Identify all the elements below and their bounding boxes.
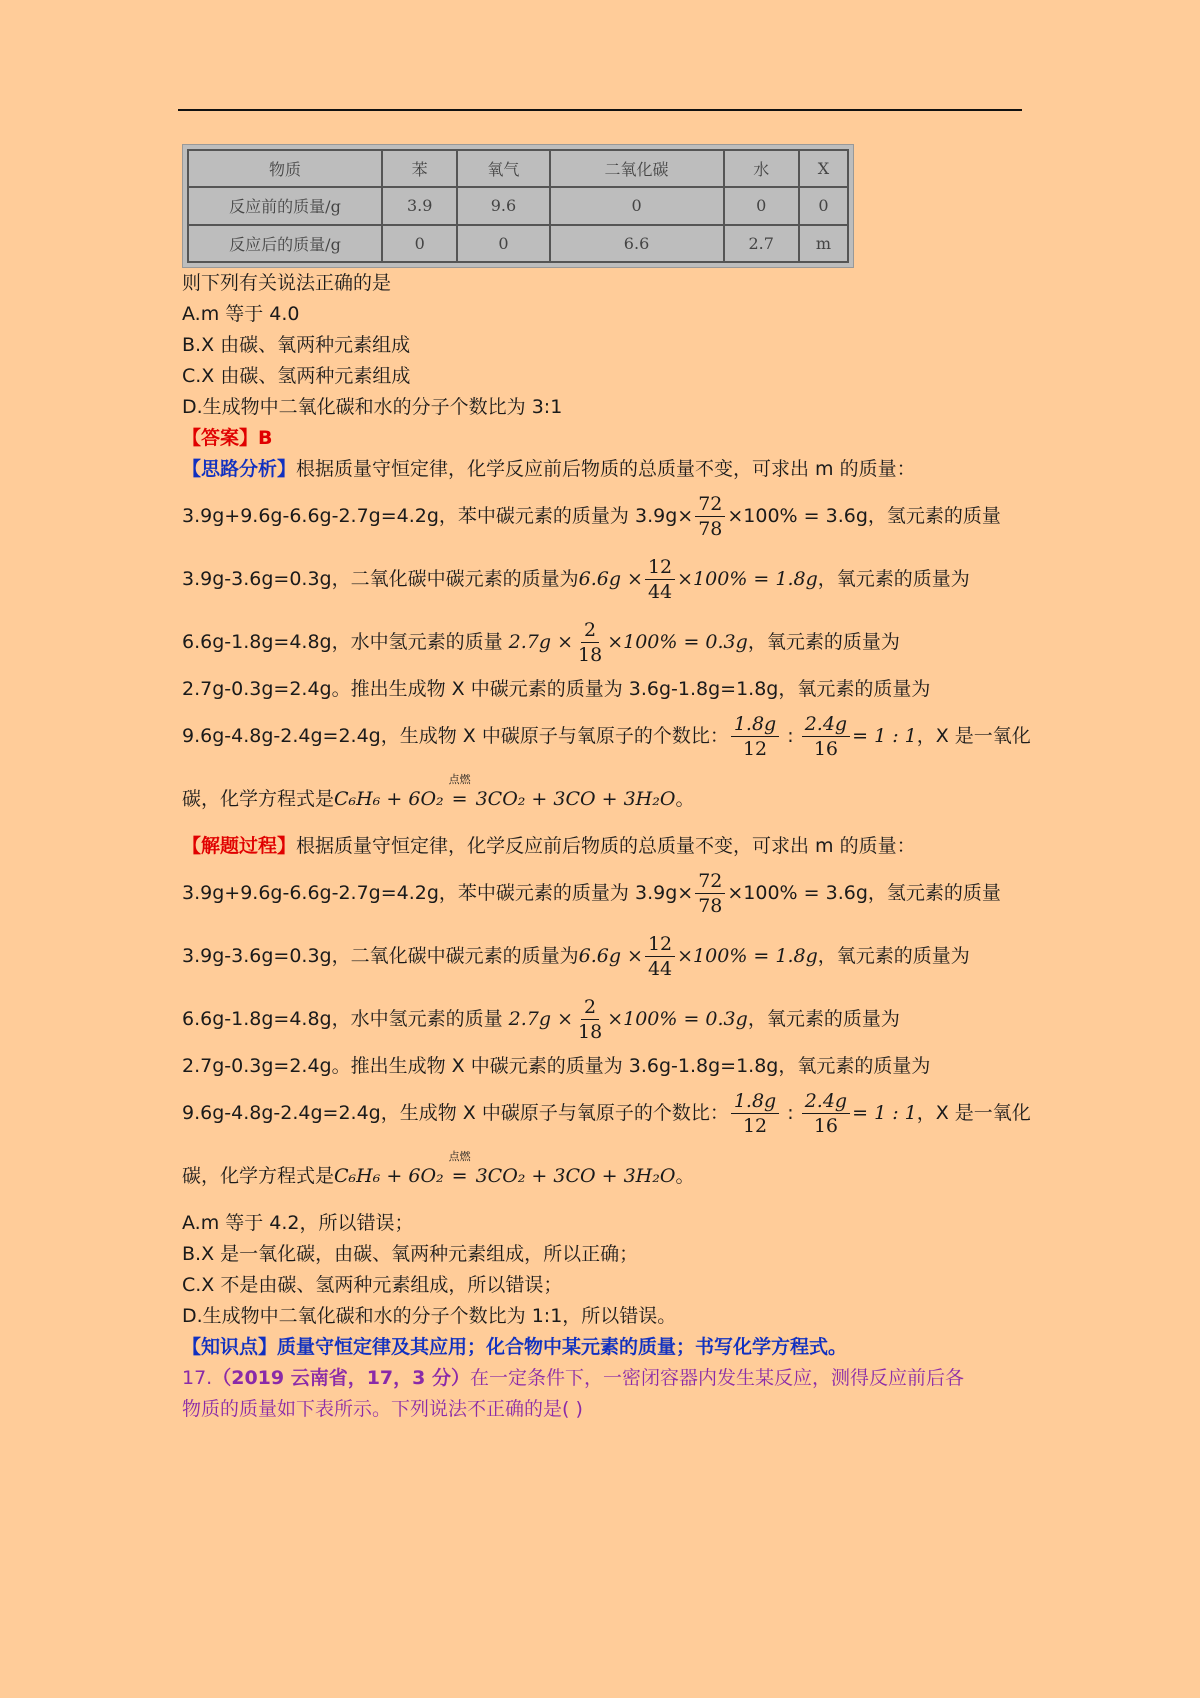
calc-text: 9.6g-4.8g-2.4g=2.4g，生成物 X 中碳原子与氧原子的个数比： xyxy=(182,725,729,747)
calc-line-1 xyxy=(182,485,1020,548)
table-cell: 0 xyxy=(550,187,724,224)
option-b: B.X 由碳、氧两种元素组成 xyxy=(182,334,411,356)
fraction-denominator: 12 xyxy=(742,1115,768,1137)
table-cell: 苯 xyxy=(382,150,457,187)
answer-label: 【答案】 xyxy=(182,427,259,449)
solution-option-c: C.X 不是由碳、氢两种元素组成，所以错误； xyxy=(182,1274,563,1296)
scanned-table-image xyxy=(182,144,854,268)
calc-text: 3.9g-3.6g=0.3g，二氧化碳中碳元素的质量为 xyxy=(182,945,579,967)
answer-line xyxy=(182,423,1020,454)
table-cell: 反应后的质量/g xyxy=(188,225,382,262)
header-rule xyxy=(178,109,1022,111)
table-cell: 氧气 xyxy=(457,150,549,187)
table-cell: 0 xyxy=(382,225,457,262)
calc-text: ，氧元素的质量为 xyxy=(817,568,970,590)
question-text: 在一定条件下，一密闭容器内发生某反应，测得反应前后各 xyxy=(470,1367,965,1389)
solution-option-b: B.X 是一氧化碳，由碳、氧两种元素组成，所以正确； xyxy=(182,1243,639,1265)
table-cell: m xyxy=(799,225,848,262)
calc-line-4: 2.7g-0.3g=2.4g。推出生成物 X 中碳元素的质量为 3.6g-1.8g=1.8g，氧元素的质量为 xyxy=(182,678,931,700)
table-row xyxy=(188,225,848,262)
question-source: （2019 云南省，17，3 分） xyxy=(212,1367,470,1389)
calc-text: ，X 是一氧化 xyxy=(916,1102,1031,1124)
calc-math: ×100% = 1.8g xyxy=(677,568,818,590)
fraction xyxy=(695,492,725,541)
table-row xyxy=(188,187,848,224)
calc-text: ×100% = 3.6g，氢元素的质量 xyxy=(727,505,1001,527)
solution-lead xyxy=(182,831,1020,862)
reaction-condition: 点燃 xyxy=(448,773,471,786)
next-question xyxy=(182,1363,1020,1425)
solution-lead-text: 根据质量守恒定律，化学反应前后物质的总质量不变，可求出 m 的质量： xyxy=(296,835,916,857)
fraction-denominator: 44 xyxy=(647,958,673,980)
table-cell: 二氧化碳 xyxy=(550,150,724,187)
calc-text: 9.6g-4.8g-2.4g=2.4g，生成物 X 中碳原子与氧原子的个数比： xyxy=(182,1102,729,1124)
question-stem: 则下列有关说法正确的是 xyxy=(182,272,392,294)
table-cell: 2.7 xyxy=(724,225,799,262)
table-cell: 物质 xyxy=(188,150,382,187)
equation-right: 3CO₂ + 3CO + 3H₂O xyxy=(475,1165,676,1187)
calc-math: 6.6g × xyxy=(578,945,643,967)
calc-text: ，氧元素的质量为 xyxy=(747,1008,900,1030)
equation-line xyxy=(182,768,1020,831)
calc-line-3 xyxy=(182,988,1020,1051)
equation-line xyxy=(182,1145,1020,1208)
calc-text: 6.6g-1.8g=4.8g，水中氢元素的质量 xyxy=(182,631,503,653)
calc-math: 6.6g × xyxy=(578,568,643,590)
option-c: C.X 由碳、氢两种元素组成 xyxy=(182,365,411,387)
table-cell: 0 xyxy=(724,187,799,224)
calc-math: = 1 : 1 xyxy=(852,1102,917,1124)
fraction-numerator: 2.4g xyxy=(802,712,850,737)
table-cell: 反应前的质量/g xyxy=(188,187,382,224)
equals-sign: 点燃 = xyxy=(444,1145,476,1208)
solution-option-a: A.m 等于 4.2，所以错误； xyxy=(182,1212,414,1234)
fraction-numerator: 1.8g xyxy=(731,712,779,737)
table-cell: 0 xyxy=(799,187,848,224)
equation-left: C₆H₆ + 6O₂ xyxy=(334,788,444,810)
fraction-numerator: 72 xyxy=(695,492,725,517)
calc-text: 碳，化学方程式是 xyxy=(182,788,335,810)
calc-line-3 xyxy=(182,611,1020,674)
analysis-block xyxy=(182,454,1031,831)
equation-left: C₆H₆ + 6O₂ xyxy=(334,1165,444,1187)
calc-math: ×100% = 0.3g xyxy=(607,631,748,653)
reaction-condition: 点燃 xyxy=(448,1150,471,1163)
fraction xyxy=(645,932,675,981)
calc-math: ×100% = 1.8g xyxy=(677,945,818,967)
calc-line-1 xyxy=(182,862,1020,925)
fraction-numerator: 72 xyxy=(695,869,725,894)
calc-text: ，X 是一氧化 xyxy=(916,725,1031,747)
solution-option-d: D.生成物中二氧化碳和水的分子个数比为 1:1，所以错误。 xyxy=(182,1305,677,1327)
fraction-numerator: 12 xyxy=(645,555,675,580)
table-cell: X xyxy=(799,150,848,187)
calc-math: 2.7g × xyxy=(508,1008,573,1030)
fraction xyxy=(575,618,605,667)
fraction-denominator: 12 xyxy=(742,738,768,760)
fraction-numerator: 1.8g xyxy=(731,1089,779,1114)
calc-line-5: 9.6g-4.8g-2.4g=2.4g，生成物 X 中碳原子与氧原子的个数比： $\frac{1.8g}{12}$ : $\frac{2.4g}{16}$ = 1 : 1，X 是一氧化 xyxy=(182,713,1031,760)
option-d: D.生成物中二氧化碳和水的分子个数比为 3:1 xyxy=(182,396,563,418)
solution-label: 【解题过程】 xyxy=(182,835,297,857)
answer-value: B xyxy=(258,427,273,449)
fraction-denominator: 16 xyxy=(813,1115,838,1137)
table-cell: 9.6 xyxy=(457,187,549,224)
calc-line-5: 9.6g-4.8g-2.4g=2.4g，生成物 X 中碳原子与氧原子的个数比： $\frac{1.8g}{12}$ : $\frac{2.4g}{16}$ = 1 : 1，X 是一氧化 xyxy=(182,1090,1031,1137)
fraction-numerator: 12 xyxy=(645,932,675,957)
next-question-line-1 xyxy=(182,1363,1020,1394)
table-cell: 0 xyxy=(457,225,549,262)
solution-block xyxy=(182,831,1031,1332)
fraction-denominator: 78 xyxy=(698,518,723,540)
fraction xyxy=(645,555,675,604)
fraction xyxy=(731,712,779,761)
question-number: 17. xyxy=(182,1367,213,1389)
calc-math: ×100% = 0.3g xyxy=(607,1008,748,1030)
fraction-denominator: 16 xyxy=(813,738,838,760)
calc-text: 6.6g-1.8g=4.8g，水中氢元素的质量 xyxy=(182,1008,503,1030)
option-a: A.m 等于 4.0 xyxy=(182,303,300,325)
fraction-denominator: 44 xyxy=(647,581,673,603)
fraction-denominator: 18 xyxy=(578,1021,603,1043)
fraction xyxy=(731,1089,779,1138)
page-content xyxy=(182,144,1031,1425)
fraction xyxy=(575,995,605,1044)
fraction-numerator: 2 xyxy=(581,995,599,1020)
table-cell: 3.9 xyxy=(382,187,457,224)
analysis-lead-text: 根据质量守恒定律，化学反应前后物质的总质量不变，可求出 m 的质量： xyxy=(296,458,916,480)
table-header-row xyxy=(188,150,848,187)
fraction-denominator: 78 xyxy=(698,895,723,917)
table-cell: 水 xyxy=(724,150,799,187)
calc-line-4: 2.7g-0.3g=2.4g。推出生成物 X 中碳元素的质量为 3.6g-1.8g=1.8g，氧元素的质量为 xyxy=(182,1055,931,1077)
calc-text: 3.9g+9.6g-6.6g-2.7g=4.2g，苯中碳元素的质量为 3.9g× xyxy=(182,505,694,527)
fraction-denominator: 18 xyxy=(578,644,603,666)
fraction-numerator: 2 xyxy=(581,618,599,643)
fraction xyxy=(802,1089,850,1138)
calc-text: 。 xyxy=(675,788,695,810)
knowledge-points: 【知识点】质量守恒定律及其应用；化合物中某元素的质量；书写化学方程式。 xyxy=(182,1336,848,1358)
equation-right: 3CO₂ + 3CO + 3H₂O xyxy=(475,788,676,810)
calc-math: 2.7g × xyxy=(508,631,573,653)
fraction xyxy=(802,712,850,761)
calc-text: 。 xyxy=(675,1165,695,1187)
calc-text: ，氧元素的质量为 xyxy=(817,945,970,967)
calc-math: = 1 : 1 xyxy=(852,725,917,747)
data-table xyxy=(187,149,849,263)
table-cell: 6.6 xyxy=(550,225,724,262)
calc-text: 3.9g+9.6g-6.6g-2.7g=4.2g，苯中碳元素的质量为 3.9g× xyxy=(182,882,694,904)
analysis-label: 【思路分析】 xyxy=(182,458,297,480)
calc-text: ×100% = 3.6g，氢元素的质量 xyxy=(727,882,1001,904)
next-question-line-2: 物质的质量如下表所示。下列说法不正确的是( ) xyxy=(182,1398,583,1420)
calc-text: 碳，化学方程式是 xyxy=(182,1165,335,1187)
calc-line-2 xyxy=(182,548,1020,611)
equals-sign: 点燃 = xyxy=(444,768,476,831)
calc-text: ，氧元素的质量为 xyxy=(747,631,900,653)
fraction xyxy=(695,869,725,918)
calc-line-2 xyxy=(182,925,1020,988)
calc-text: 3.9g-3.6g=0.3g，二氧化碳中碳元素的质量为 xyxy=(182,568,579,590)
fraction-numerator: 2.4g xyxy=(802,1089,850,1114)
analysis-lead xyxy=(182,454,1020,485)
